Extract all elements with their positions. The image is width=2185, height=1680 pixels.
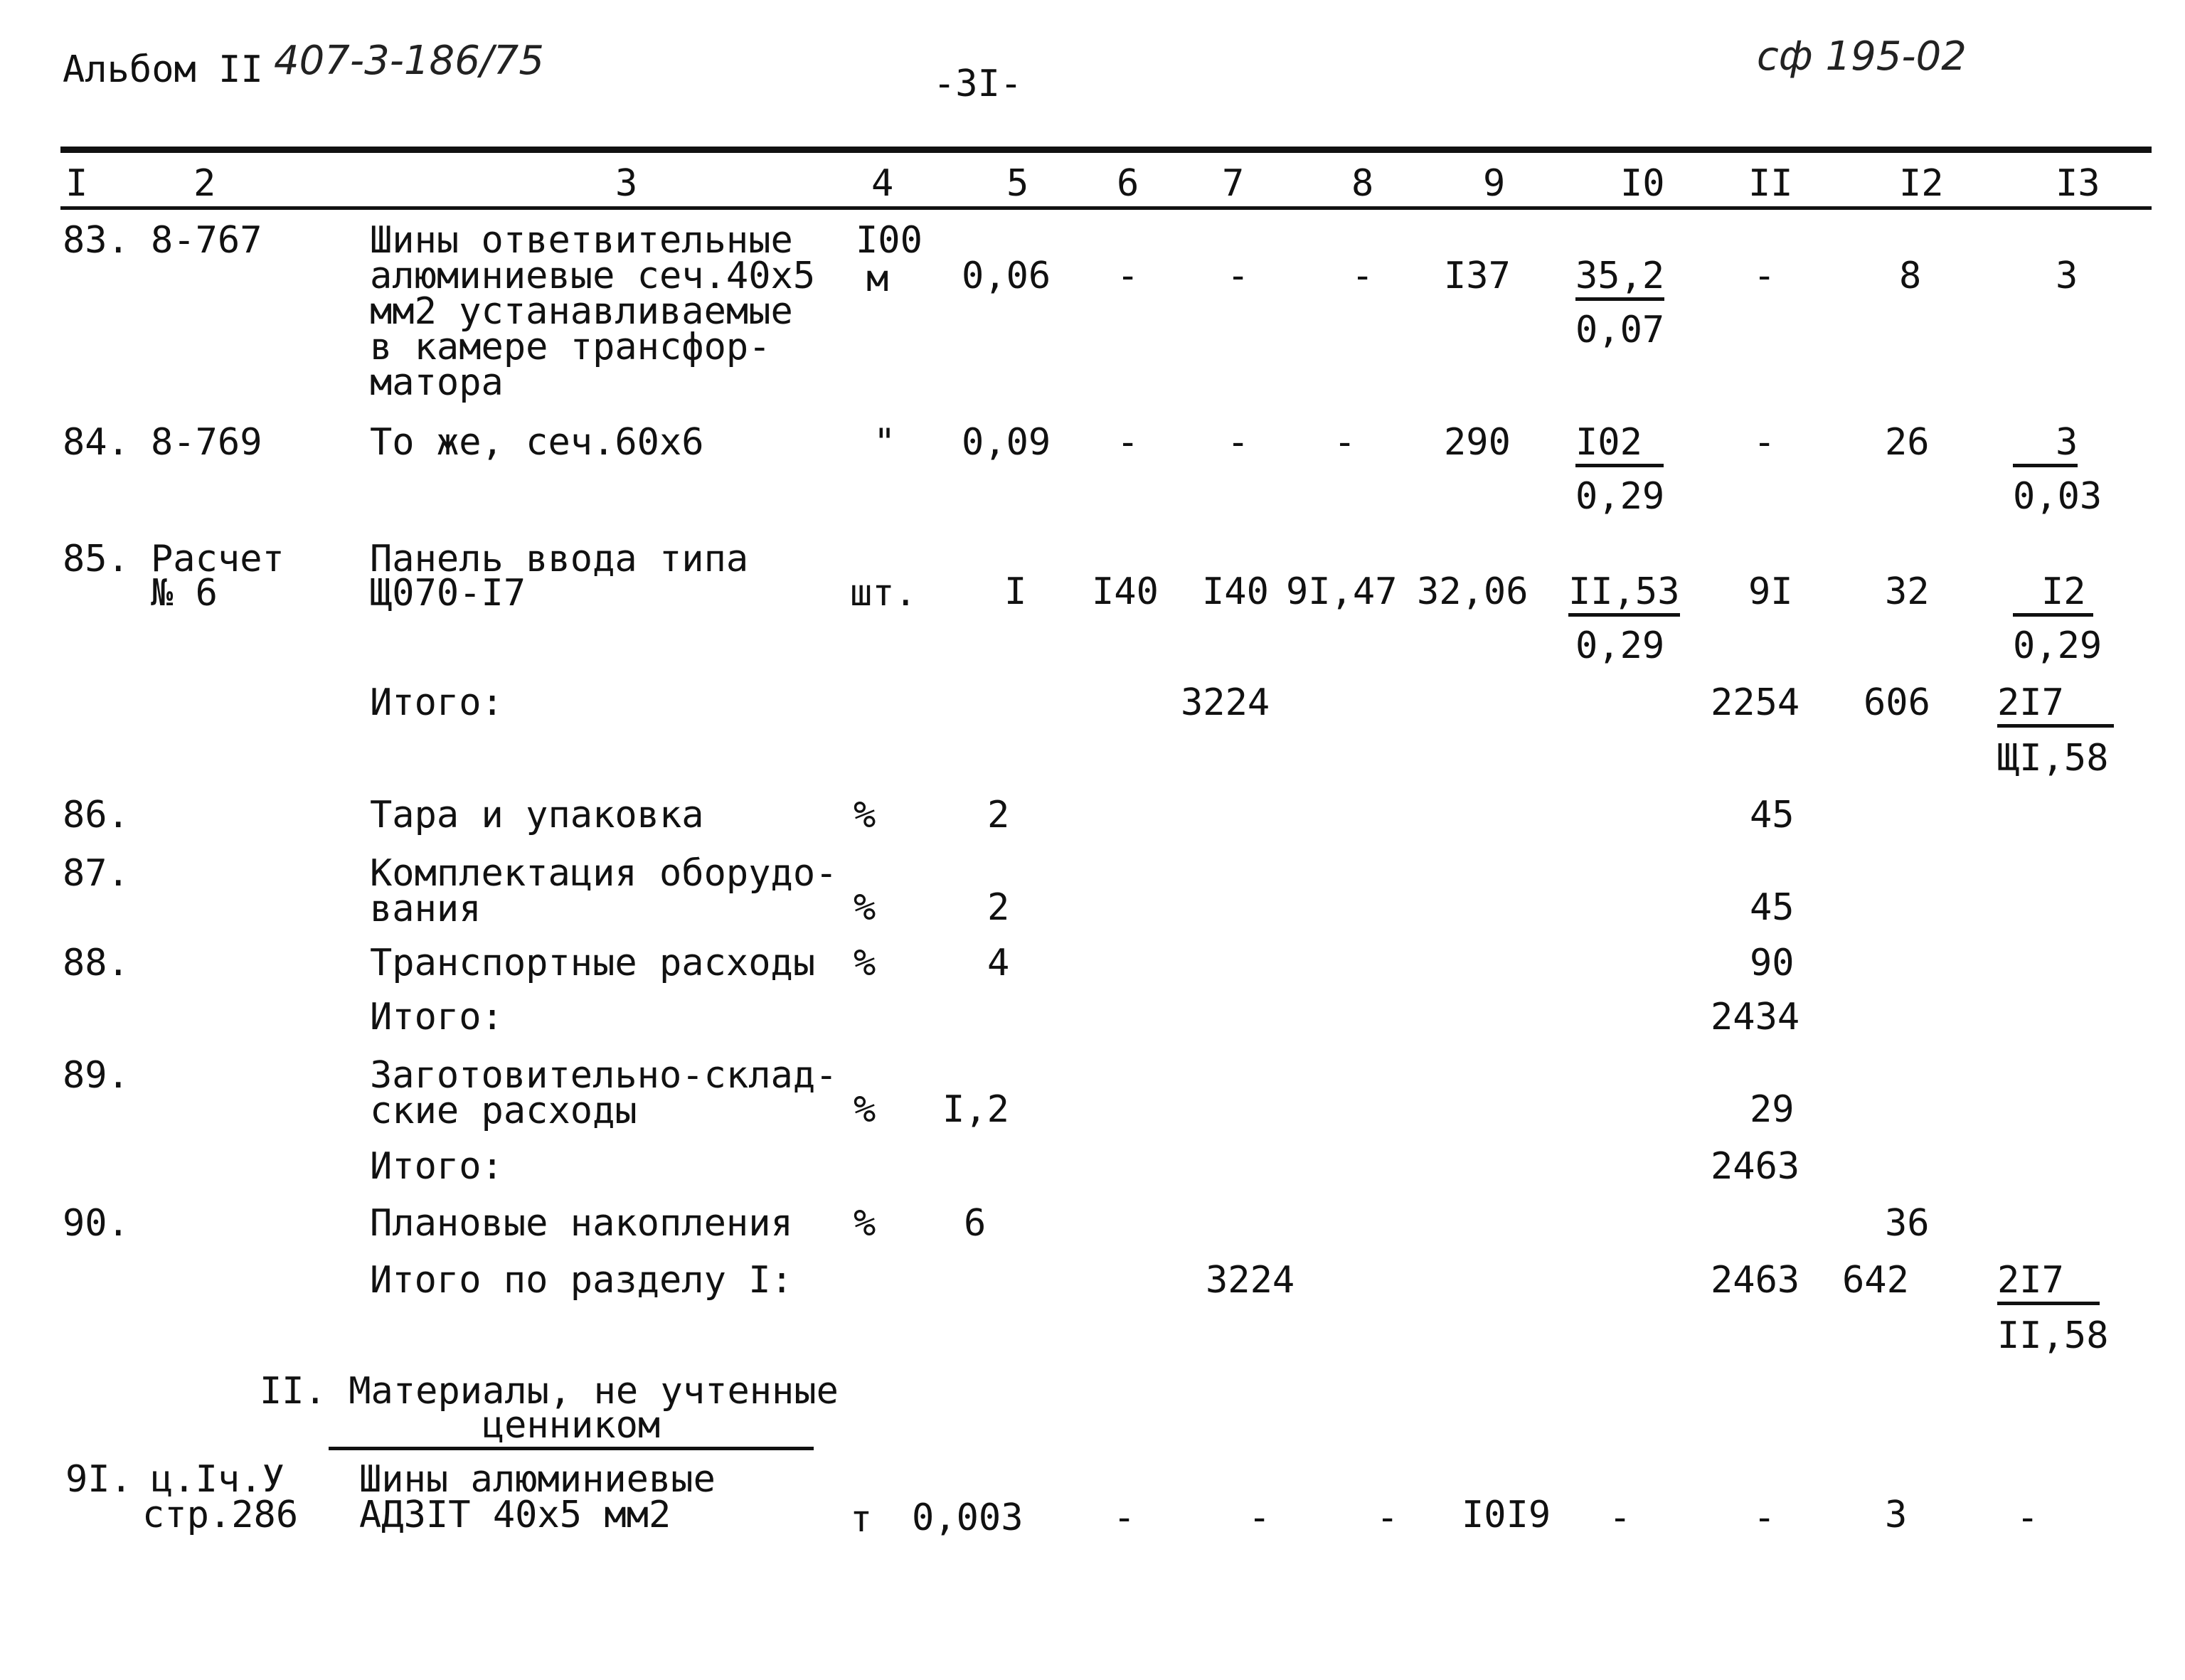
row-number: 86.	[63, 794, 129, 836]
row-desc-line: Комплектация оборудо-	[370, 852, 838, 895]
col-header-10: I0	[1620, 162, 1665, 205]
row-unit: %	[854, 1202, 876, 1245]
total-col11: 2463	[1711, 1259, 1800, 1302]
total-col11: 2434	[1711, 996, 1800, 1038]
row-number: 85.	[63, 538, 129, 580]
row-desc-line: Тара и упаковка	[370, 794, 704, 836]
row-col7: -	[1227, 255, 1250, 297]
row-number: 87.	[63, 852, 129, 895]
row-col9: 290	[1444, 421, 1511, 464]
row-col9: I0I9	[1462, 1494, 1551, 1536]
col-header-13: I3	[2056, 162, 2100, 205]
row-col10-top: I02	[1575, 424, 1664, 467]
row-unit: т	[850, 1498, 873, 1541]
row-desc-line: Шины алюминиевые	[359, 1458, 716, 1501]
row-unit: %	[854, 1088, 876, 1131]
row-col10-bottom: 0,29	[1575, 624, 1665, 667]
row-qty: 6	[964, 1202, 987, 1245]
row-col10-bottom: 0,07	[1575, 309, 1665, 351]
album-code-handwritten: 407-3-186/75	[274, 38, 544, 84]
col-header-11: II	[1748, 162, 1793, 205]
row-col11: 45	[1750, 794, 1795, 836]
row-col7: I40	[1202, 570, 1269, 613]
row-col13-top: 3	[2013, 424, 2078, 467]
sheet-code-handwritten: сф 195-02	[1757, 33, 1967, 80]
row-desc-line: в камере трансфор-	[370, 326, 771, 368]
row-number: 84.	[63, 421, 129, 464]
section-heading-underlined: ценником	[329, 1407, 814, 1450]
row-number: 83.	[63, 219, 129, 262]
row-unit: "	[873, 421, 896, 464]
row-col7: -	[1248, 1496, 1271, 1539]
section-heading: II. Материалы, не учтенные	[260, 1370, 839, 1413]
row-col11: 29	[1750, 1088, 1795, 1131]
row-unit: %	[854, 886, 876, 929]
row-code: Расчет	[151, 538, 285, 580]
col-header-3: 3	[615, 162, 638, 205]
header-top-rule	[60, 147, 2152, 153]
row-desc-line: Заготовительно-склад-	[370, 1054, 838, 1097]
row-col10-top: II,53	[1568, 573, 1680, 617]
row-col10: -	[1609, 1496, 1632, 1539]
row-desc-line: Щ070-I7	[370, 572, 526, 615]
page-number: -3I-	[933, 63, 1023, 105]
row-col13-bottom: 0,29	[2013, 624, 2102, 667]
row-col11: 45	[1750, 886, 1795, 929]
total-col13-top: 2I7	[1997, 1262, 2100, 1305]
row-col8: 9I,47	[1286, 570, 1398, 613]
row-col6: -	[1113, 1496, 1136, 1539]
row-code: № 6	[151, 572, 218, 615]
col-header-8: 8	[1351, 162, 1374, 205]
col-header-1: I	[65, 162, 88, 205]
col-header-6: 6	[1117, 162, 1139, 205]
row-col9: 32,06	[1417, 570, 1529, 613]
row-col8: -	[1376, 1496, 1399, 1539]
col-header-4: 4	[871, 162, 894, 205]
row-number: 9I.	[65, 1458, 132, 1501]
total-label: Итого:	[370, 996, 504, 1038]
row-col11: -	[1753, 421, 1776, 464]
row-number: 89.	[63, 1054, 129, 1097]
row-code: 8-767	[151, 219, 262, 262]
row-col11: -	[1753, 255, 1776, 297]
row-unit: %	[854, 942, 876, 984]
total-label: Итого:	[370, 681, 504, 724]
row-qty: 0,003	[912, 1496, 1024, 1539]
row-qty: 0,06	[962, 255, 1051, 297]
total-col11: 2254	[1711, 681, 1800, 724]
row-col10-top: 35,2	[1575, 257, 1664, 301]
row-desc-line: Плановые накопления	[370, 1202, 793, 1245]
row-desc-line: алюминиевые сеч.40х5	[370, 255, 816, 297]
row-qty: 2	[987, 794, 1010, 836]
col-header-5: 5	[1006, 162, 1029, 205]
col-header-7: 7	[1222, 162, 1245, 205]
row-unit: м	[866, 257, 889, 300]
row-desc-line: Транспортные расходы	[370, 942, 816, 984]
row-col12: 32	[1885, 570, 1930, 613]
row-col13: 3	[2056, 255, 2078, 297]
row-code: 8-769	[151, 421, 262, 464]
total-col12: 642	[1842, 1259, 1909, 1302]
col-header-2: 2	[193, 162, 216, 205]
col-header-9: 9	[1483, 162, 1506, 205]
row-desc-line: матора	[370, 361, 504, 404]
row-code: стр.286	[142, 1494, 299, 1536]
row-col13: -	[2016, 1496, 2039, 1539]
row-col13-bottom: 0,03	[2013, 475, 2102, 518]
row-col6: -	[1117, 255, 1139, 297]
row-desc-line: вания	[370, 888, 482, 930]
total-col7: 3224	[1206, 1259, 1295, 1302]
row-qty: I	[1004, 570, 1027, 613]
row-qty: I,2	[942, 1088, 1009, 1131]
total-col11: 2463	[1711, 1145, 1800, 1188]
row-unit: %	[854, 794, 876, 836]
header-bottom-rule	[60, 206, 2152, 210]
row-desc-line: Шины ответвительные	[370, 219, 793, 262]
total-col7: 3224	[1181, 681, 1270, 724]
row-col12: 3	[1885, 1494, 1908, 1536]
row-unit: шт.	[850, 572, 917, 615]
total-label: Итого по разделу I:	[370, 1259, 793, 1302]
total-col13-bottom: ЩI,58	[1997, 737, 2109, 780]
row-col12: 36	[1885, 1202, 1930, 1245]
row-col12: 8	[1899, 255, 1922, 297]
col-header-12: I2	[1899, 162, 1944, 205]
row-col13-top: I2	[2013, 573, 2093, 617]
row-desc-line: АДЗIТ 40х5 мм2	[359, 1494, 671, 1536]
row-col8: -	[1351, 255, 1374, 297]
total-col12: 606	[1864, 681, 1930, 724]
total-col13-bottom: II,58	[1997, 1314, 2109, 1357]
row-col10-bottom: 0,29	[1575, 475, 1665, 518]
row-col7: -	[1227, 421, 1250, 464]
row-qty: 4	[987, 942, 1010, 984]
row-col12: 26	[1885, 421, 1930, 464]
row-col11: 90	[1750, 942, 1795, 984]
row-unit: I00	[856, 219, 923, 262]
row-code: ц.Iч.У	[151, 1458, 285, 1501]
total-label: Итого:	[370, 1145, 504, 1188]
row-qty: 0,09	[962, 421, 1051, 464]
row-desc-line: Панель ввода типа	[370, 538, 749, 580]
row-col11: -	[1753, 1496, 1776, 1539]
row-desc-line: мм2 устанавливаемые	[370, 290, 793, 333]
row-col9: I37	[1444, 255, 1511, 297]
row-number: 88.	[63, 942, 129, 984]
row-desc-line: То же, сеч.60х6	[370, 421, 704, 464]
row-col8: -	[1334, 421, 1356, 464]
row-col6: -	[1117, 421, 1139, 464]
row-desc-line: ские расходы	[370, 1090, 637, 1132]
row-col6: I40	[1092, 570, 1159, 613]
row-col11: 9I	[1748, 570, 1793, 613]
row-number: 90.	[63, 1202, 129, 1245]
row-qty: 2	[987, 886, 1010, 929]
album-label: Альбом II	[63, 48, 263, 91]
total-col13-top: 2I7	[1997, 684, 2114, 728]
